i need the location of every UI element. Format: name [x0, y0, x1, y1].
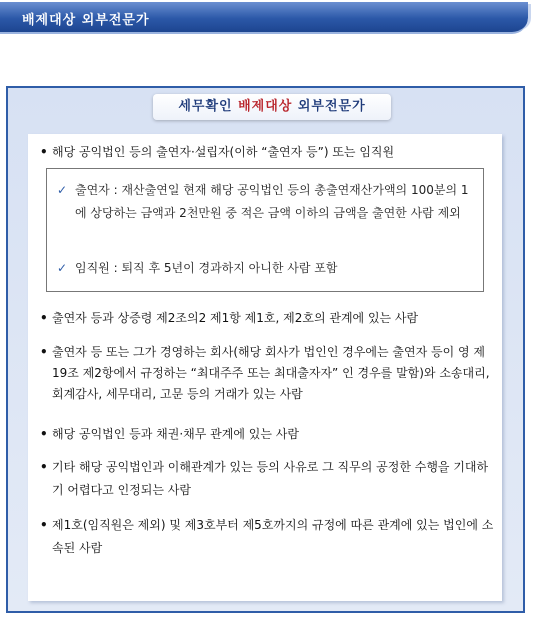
list-item [40, 308, 494, 328]
header-title: 배제대상 외부전문가 [22, 13, 150, 28]
check-icon: ✓ [57, 183, 68, 197]
list-item [40, 514, 494, 560]
check-icon: ✓ [57, 261, 68, 275]
panel-title-prefix: 세무확인 [178, 99, 239, 114]
bullet-icon: • [40, 427, 48, 441]
panel-title-highlight: 배제대상 [238, 99, 293, 114]
bullet-icon: • [40, 345, 48, 359]
bullet-icon: • [40, 460, 48, 474]
bullet-icon: • [40, 311, 48, 325]
list-item [40, 424, 494, 444]
list-item-text: 제1호(임직원은 제외) 및 제3호부터 제5호까지의 규정에 따른 관계에 있는 법인에 소속된 사람 [52, 518, 494, 555]
list-item [40, 142, 494, 162]
bullet-icon: • [40, 518, 48, 532]
header-curl-decoration [514, 4, 531, 30]
header-tab [0, 0, 535, 38]
list-item [40, 456, 494, 502]
content-panel [28, 134, 502, 601]
list-item-text: 해당 공익법인 등과 채권·채무 관계에 있는 사람 [52, 427, 299, 441]
sub-list-item [57, 179, 471, 225]
list-item [40, 342, 494, 405]
sub-list-box [46, 168, 484, 292]
list-item-text: 출연자 등과 상증령 제2조의2 제1항 제1호, 제2호의 관계에 있는 사람 [52, 311, 419, 325]
list-item-text: 출연자 등 또는 그가 경영하는 회사(해당 회사가 법인인 경우에는 출연자 등이 영 제19조 제2항에서 규정하는 “최대주주 또는 최대출자자” 인 경우를 말함)와 소송대리, 회계감사, 세무대리, 고문 등의 거래가 있는 사람 [52, 345, 490, 401]
outer-frame [6, 86, 525, 613]
panel-title [153, 94, 391, 120]
panel-title-suffix: 외부전문가 [292, 99, 366, 114]
bullet-icon: • [40, 145, 48, 159]
sub-list-item [57, 257, 471, 280]
list-item-text: 해당 공익법인 등의 출연자·설립자(이하 “출연자 등”) 또는 임직원 [52, 145, 395, 159]
sub-list-item-text: 출연자 : 재산출연일 현재 해당 공익법인 등의 총출연재산가액의 100분의 1에 상당하는 금액과 2천만원 중 적은 금액 이하의 금액을 출연한 사람 제외 [75, 183, 469, 220]
list-item-text: 기타 해당 공익법인과 이해관계가 있는 등의 사유로 그 직무의 공정한 수행을 기대하기 어렵다고 인정되는 사람 [52, 460, 489, 497]
sub-list-item-text: 임직원 : 퇴직 후 5년이 경과하지 아니한 사람 포함 [75, 261, 338, 275]
